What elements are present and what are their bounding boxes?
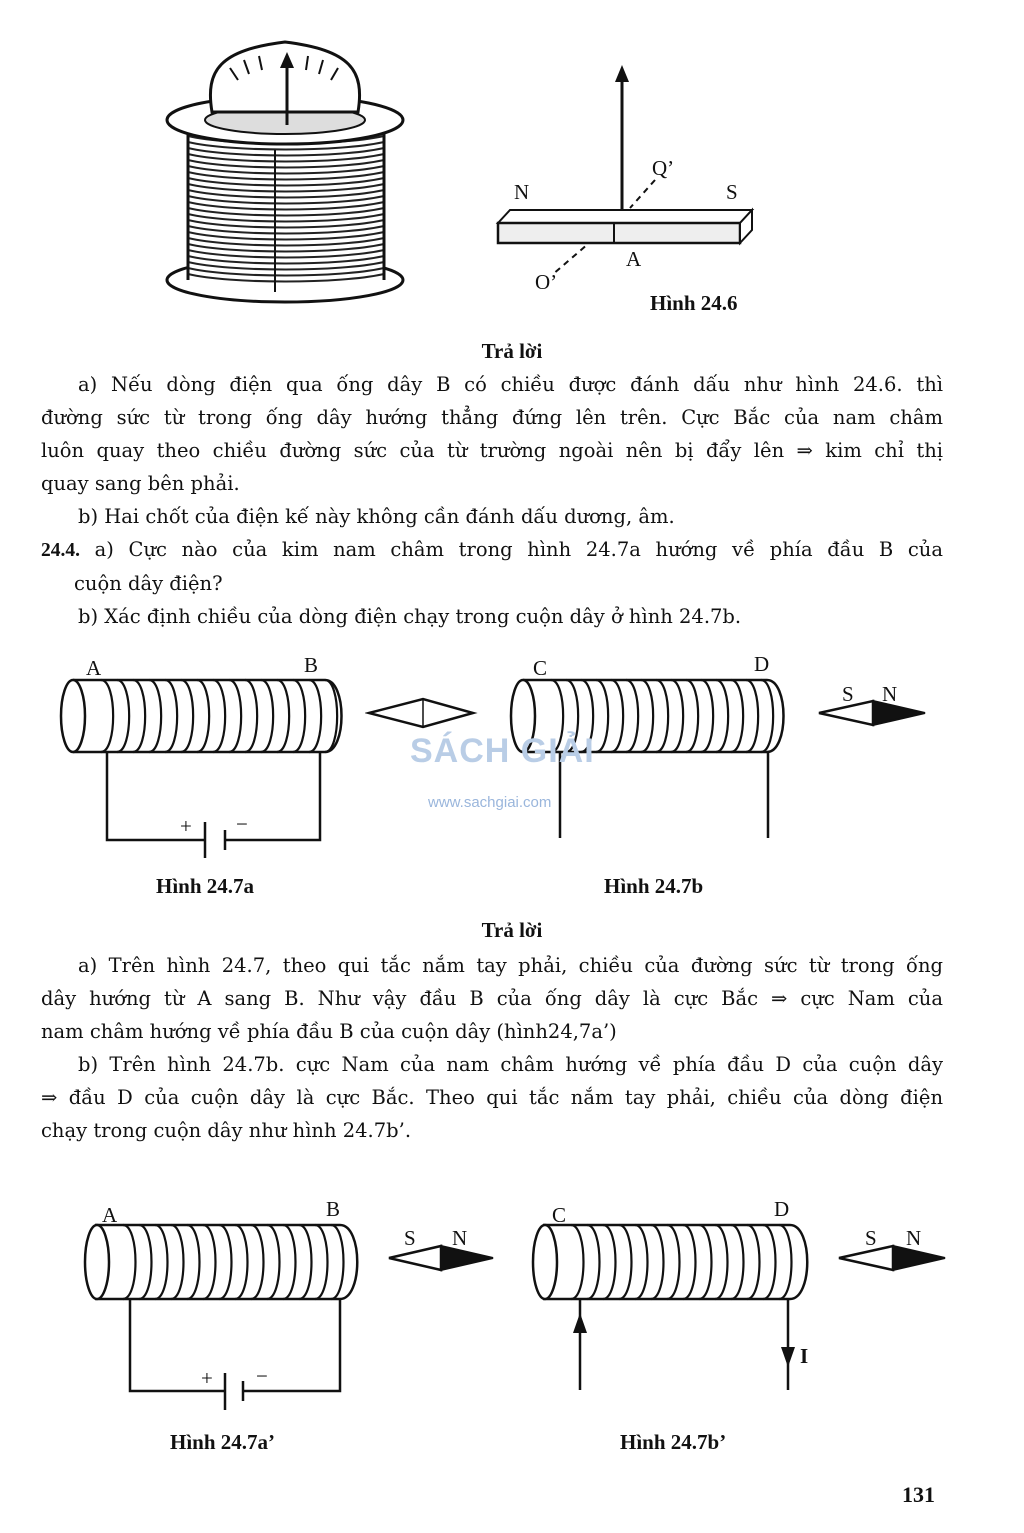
answer-2-line: dây hướng từ A sang B. Như vậy đầu B của ống dây là cực Bắc ⇒ cực Nam của <box>41 987 943 1010</box>
battery-plus: + <box>180 814 192 838</box>
coil-end-A: A <box>86 656 102 680</box>
needle-label-N: N <box>882 682 898 706</box>
current-label-I: I <box>800 1344 809 1368</box>
figure-caption-24-7b-prime: Hình 24.7b’ <box>620 1430 727 1454</box>
compass-needle-unlabeled <box>365 693 480 733</box>
label-N: N <box>514 180 530 204</box>
coil-end-C-prime: C <box>552 1203 567 1227</box>
battery-plus-prime: + <box>201 1366 213 1390</box>
question-number: 24.4. <box>41 540 80 561</box>
answer-1-line: luôn quay theo chiều đường sức của từ trường ngoài nên bị đẩy lên ⇒ kim chỉ thị <box>41 439 943 462</box>
coil-end-C: C <box>533 656 548 680</box>
figure-caption-24-7a: Hình 24.7a <box>156 874 255 898</box>
watermark-url: www.sachgiai.com <box>428 794 552 811</box>
battery-minus: − <box>236 812 248 836</box>
needle-label-S-b-prime: S <box>865 1226 877 1250</box>
label-A: A <box>626 247 642 271</box>
question-line: cuộn dây điện? <box>74 572 223 595</box>
answer-heading-2: Trả lời <box>481 918 543 942</box>
figure-24-7a-solenoid-battery <box>55 660 355 860</box>
answer-1-line: đường sức từ trong ống dây hướng thẳng đứng lên trên. Cực Bắc của nam châm <box>41 406 943 429</box>
label-S: S <box>726 180 738 204</box>
galvanometer-coil-figure <box>160 30 420 310</box>
needle-label-S-a-prime: S <box>404 1226 416 1250</box>
figure-caption-24-6: Hình 24.6 <box>650 291 738 315</box>
answer-2-text <box>41 949 943 1147</box>
answer-heading-1: Trả lời <box>481 339 543 363</box>
compass-needle-b-prime <box>835 1240 950 1276</box>
question-24-4 <box>41 533 943 633</box>
needle-label-N-b-prime: N <box>906 1226 922 1250</box>
answer-2-line: b) Trên hình 24.7b. cực Nam của nam châm hướng về phía đầu D của cuộn dây <box>78 1053 943 1076</box>
battery-minus-prime: − <box>256 1364 268 1388</box>
figure-caption-24-7a-prime: Hình 24.7a’ <box>170 1430 276 1454</box>
coil-end-A-prime: A <box>102 1203 118 1227</box>
answer-2-line: nam châm hướng về phía đầu B của cuộn dây (hình24,7a’) <box>41 1020 617 1043</box>
coil-end-B: B <box>304 653 319 677</box>
figure-caption-24-7b: Hình 24.7b <box>604 874 704 898</box>
coil-end-D: D <box>754 652 770 676</box>
answer-2-line: chạy trong cuộn dây như hình 24.7b’. <box>41 1119 412 1142</box>
label-Q-prime: Q’ <box>652 156 675 180</box>
figure-24-7a-prime <box>75 1195 375 1420</box>
answer-1-line: a) Nếu dòng điện qua ống dây B có chiều được đánh dấu như hình 24.6. thì <box>78 373 943 396</box>
label-O-prime: O’ <box>535 270 558 294</box>
coil-end-D-prime: D <box>774 1197 790 1221</box>
answer-1-text <box>41 368 943 533</box>
answer-1-line: b) Hai chốt của điện kế này không cần đánh dấu dương, âm. <box>78 505 675 528</box>
needle-label-N-a-prime: N <box>452 1226 468 1250</box>
page-number: 131 <box>902 1482 935 1507</box>
needle-label-S: S <box>842 682 854 706</box>
figure-24-7b-prime <box>525 1195 825 1400</box>
compass-needle-a-prime <box>385 1240 500 1276</box>
answer-2-line: a) Trên hình 24.7, theo qui tắc nắm tay phải, chiều của đường sức từ trong ống <box>78 954 943 977</box>
question-line: b) Xác định chiều của dòng điện chạy trong cuộn dây ở hình 24.7b. <box>78 605 742 628</box>
answer-1-line: quay sang bên phải. <box>41 472 240 495</box>
compass-needle-b <box>815 695 930 731</box>
answer-2-line: ⇒ đầu D của cuộn dây là cực Bắc. Theo qui tắc nắm tay phải, chiều của dòng điện <box>41 1086 943 1109</box>
watermark-logo: SÁCH GIẢI <box>410 732 595 770</box>
coil-end-B-prime: B <box>326 1197 341 1221</box>
question-line: a) Cực nào của kim nam châm trong hình 24.7a hướng về phía đầu B của <box>94 538 943 561</box>
